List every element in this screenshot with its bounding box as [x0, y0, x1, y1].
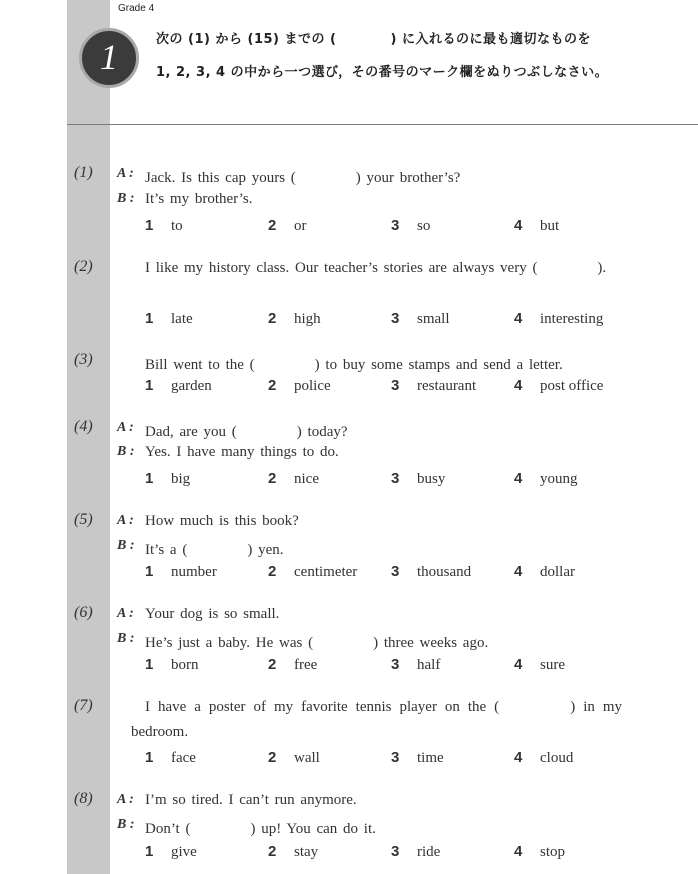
speaker-label: A : — [117, 166, 134, 181]
answer-option[interactable] — [391, 470, 445, 488]
speaker-label: A : — [117, 420, 134, 435]
option-number: 2 — [268, 656, 277, 673]
option-text: wall — [294, 750, 320, 766]
answer-option[interactable] — [268, 843, 318, 861]
option-number: 4 — [514, 470, 523, 487]
answer-option[interactable] — [268, 377, 331, 395]
option-number: 2 — [268, 217, 277, 234]
option-number: 3 — [391, 470, 400, 487]
option-text: give — [171, 844, 197, 860]
answer-option[interactable] — [514, 749, 573, 767]
option-text: centimeter — [294, 564, 358, 580]
dialogue-line: Yes. I have many things to do. — [145, 444, 339, 460]
option-text: to — [171, 218, 183, 234]
option-number: 3 — [391, 377, 400, 394]
option-text: restaurant — [417, 378, 477, 394]
answer-option[interactable] — [268, 749, 320, 767]
dialogue-line: It’s a ( ) yen. — [145, 542, 284, 558]
answer-option[interactable] — [514, 843, 565, 861]
option-text: busy — [417, 471, 446, 487]
question-number: (7) — [74, 697, 93, 714]
option-number: 1 — [145, 377, 154, 394]
option-number: 2 — [268, 843, 277, 860]
option-text: late — [171, 311, 193, 327]
speaker-label: A : — [117, 606, 134, 621]
option-text: interesting — [540, 311, 604, 327]
dialogue-line: Jack. Is this cap yours ( ) your brother’s? — [145, 170, 461, 186]
dialogue-line: He’s just a baby. He was ( ) three weeks ago. — [145, 635, 489, 651]
answer-option[interactable] — [391, 656, 440, 674]
option-text: time — [417, 750, 444, 766]
answer-option[interactable] — [391, 843, 440, 861]
option-text: but — [540, 218, 560, 234]
answer-option[interactable] — [391, 377, 476, 395]
option-number: 1 — [145, 656, 154, 673]
option-text: half — [417, 657, 441, 673]
answer-option[interactable] — [145, 563, 217, 581]
option-number: 3 — [391, 563, 400, 580]
question-number: (4) — [74, 418, 93, 435]
option-number: 3 — [391, 217, 400, 234]
answer-option[interactable] — [514, 217, 559, 235]
header-divider — [67, 124, 698, 125]
option-text: cloud — [540, 750, 574, 766]
option-number: 4 — [514, 843, 523, 860]
option-number: 4 — [514, 563, 523, 580]
answer-option[interactable] — [514, 377, 603, 395]
option-number: 4 — [514, 310, 523, 327]
question-number: (3) — [74, 351, 93, 368]
option-number: 4 — [514, 377, 523, 394]
question-paragraph: I have a poster of my favorite tennis player on the ( ) in my bedroom. — [131, 699, 622, 740]
option-number: 1 — [145, 749, 154, 766]
option-number: 2 — [268, 749, 277, 766]
answer-option[interactable] — [145, 749, 196, 767]
instruction-line-1: 次の (1) から (15) までの ( ) に入れるのに最も適切なものを — [156, 32, 591, 47]
question-number: (5) — [74, 511, 93, 528]
question-number: (2) — [74, 258, 93, 275]
option-number: 3 — [391, 310, 400, 327]
option-text: ride — [417, 844, 441, 860]
option-text: nice — [294, 471, 319, 487]
option-text: stop — [540, 844, 566, 860]
answer-option[interactable] — [514, 470, 578, 488]
speaker-label: A : — [117, 513, 134, 528]
option-number: 2 — [268, 310, 277, 327]
section-number-badge — [79, 28, 139, 88]
option-text: young — [540, 471, 578, 487]
option-number: 4 — [514, 749, 523, 766]
question-number: (6) — [74, 604, 93, 621]
question-number: (1) — [74, 164, 93, 181]
option-number: 2 — [268, 563, 277, 580]
dialogue-line: How much is this book? — [145, 513, 299, 529]
option-text: police — [294, 378, 331, 394]
option-text: born — [171, 657, 199, 673]
option-text: number — [171, 564, 217, 580]
option-number: 4 — [514, 217, 523, 234]
option-text: or — [294, 218, 307, 234]
answer-option[interactable] — [391, 310, 450, 328]
answer-option[interactable] — [514, 563, 575, 581]
question-paragraph: I like my history class. Our teacher’s stories are always very ( ). — [145, 260, 607, 276]
dialogue-line: I’m so tired. I can’t run anymore. — [145, 792, 357, 808]
option-number: 4 — [514, 656, 523, 673]
answer-option[interactable] — [145, 470, 190, 488]
speaker-label: B : — [117, 191, 135, 206]
option-text: post office — [540, 378, 604, 394]
option-text: so — [417, 218, 431, 234]
option-number: 2 — [268, 377, 277, 394]
option-number: 2 — [268, 470, 277, 487]
answer-option[interactable] — [391, 749, 444, 767]
answer-option[interactable] — [391, 563, 471, 581]
instruction-line-2: 1, 2, 3, 4 の中から一つ選び，その番号のマーク欄をぬりつぶしなさい。 — [156, 65, 609, 80]
speaker-label: A : — [117, 792, 134, 807]
answer-option[interactable] — [145, 217, 183, 235]
dialogue-line: It’s my brother’s. — [145, 191, 253, 207]
answer-option[interactable] — [268, 563, 357, 581]
option-number: 3 — [391, 656, 400, 673]
answer-option[interactable] — [268, 656, 317, 674]
option-text: big — [171, 471, 191, 487]
section-number: 1 — [100, 37, 118, 77]
option-number: 1 — [145, 470, 154, 487]
option-number: 1 — [145, 217, 154, 234]
answer-option[interactable] — [145, 656, 199, 674]
option-text: stay — [294, 844, 319, 860]
speaker-label: B : — [117, 444, 135, 459]
answer-option[interactable] — [514, 310, 603, 328]
option-text: small — [417, 311, 450, 327]
answer-option[interactable] — [391, 217, 430, 235]
answer-option[interactable] — [268, 217, 307, 235]
option-text: free — [294, 657, 318, 673]
speaker-label: B : — [117, 538, 135, 553]
answer-option[interactable] — [145, 310, 193, 328]
answer-option[interactable] — [145, 377, 212, 395]
answer-option[interactable] — [268, 310, 321, 328]
answer-option[interactable] — [268, 470, 319, 488]
speaker-label: B : — [117, 631, 135, 646]
question-number: (8) — [74, 790, 93, 807]
answer-option[interactable] — [145, 843, 197, 861]
option-number: 3 — [391, 843, 400, 860]
option-number: 3 — [391, 749, 400, 766]
dialogue-line: Dad, are you ( ) today? — [145, 424, 348, 440]
dialogue-line: Don’t ( ) up! You can do it. — [145, 821, 376, 837]
grade-label: Grade 4 — [118, 3, 155, 14]
option-number: 1 — [145, 843, 154, 860]
question-line: Bill went to the ( ) to buy some stamps and send a letter. — [145, 357, 563, 373]
option-text: face — [171, 750, 196, 766]
option-number: 1 — [145, 310, 154, 327]
section-sidebar — [67, 0, 110, 874]
option-text: thousand — [417, 564, 472, 580]
option-text: sure — [540, 657, 565, 673]
option-text: dollar — [540, 564, 575, 580]
answer-option[interactable] — [514, 656, 565, 674]
speaker-label: B : — [117, 817, 135, 832]
option-text: garden — [171, 378, 212, 394]
dialogue-line: Your dog is so small. — [145, 606, 280, 622]
option-number: 1 — [145, 563, 154, 580]
option-text: high — [294, 311, 321, 327]
